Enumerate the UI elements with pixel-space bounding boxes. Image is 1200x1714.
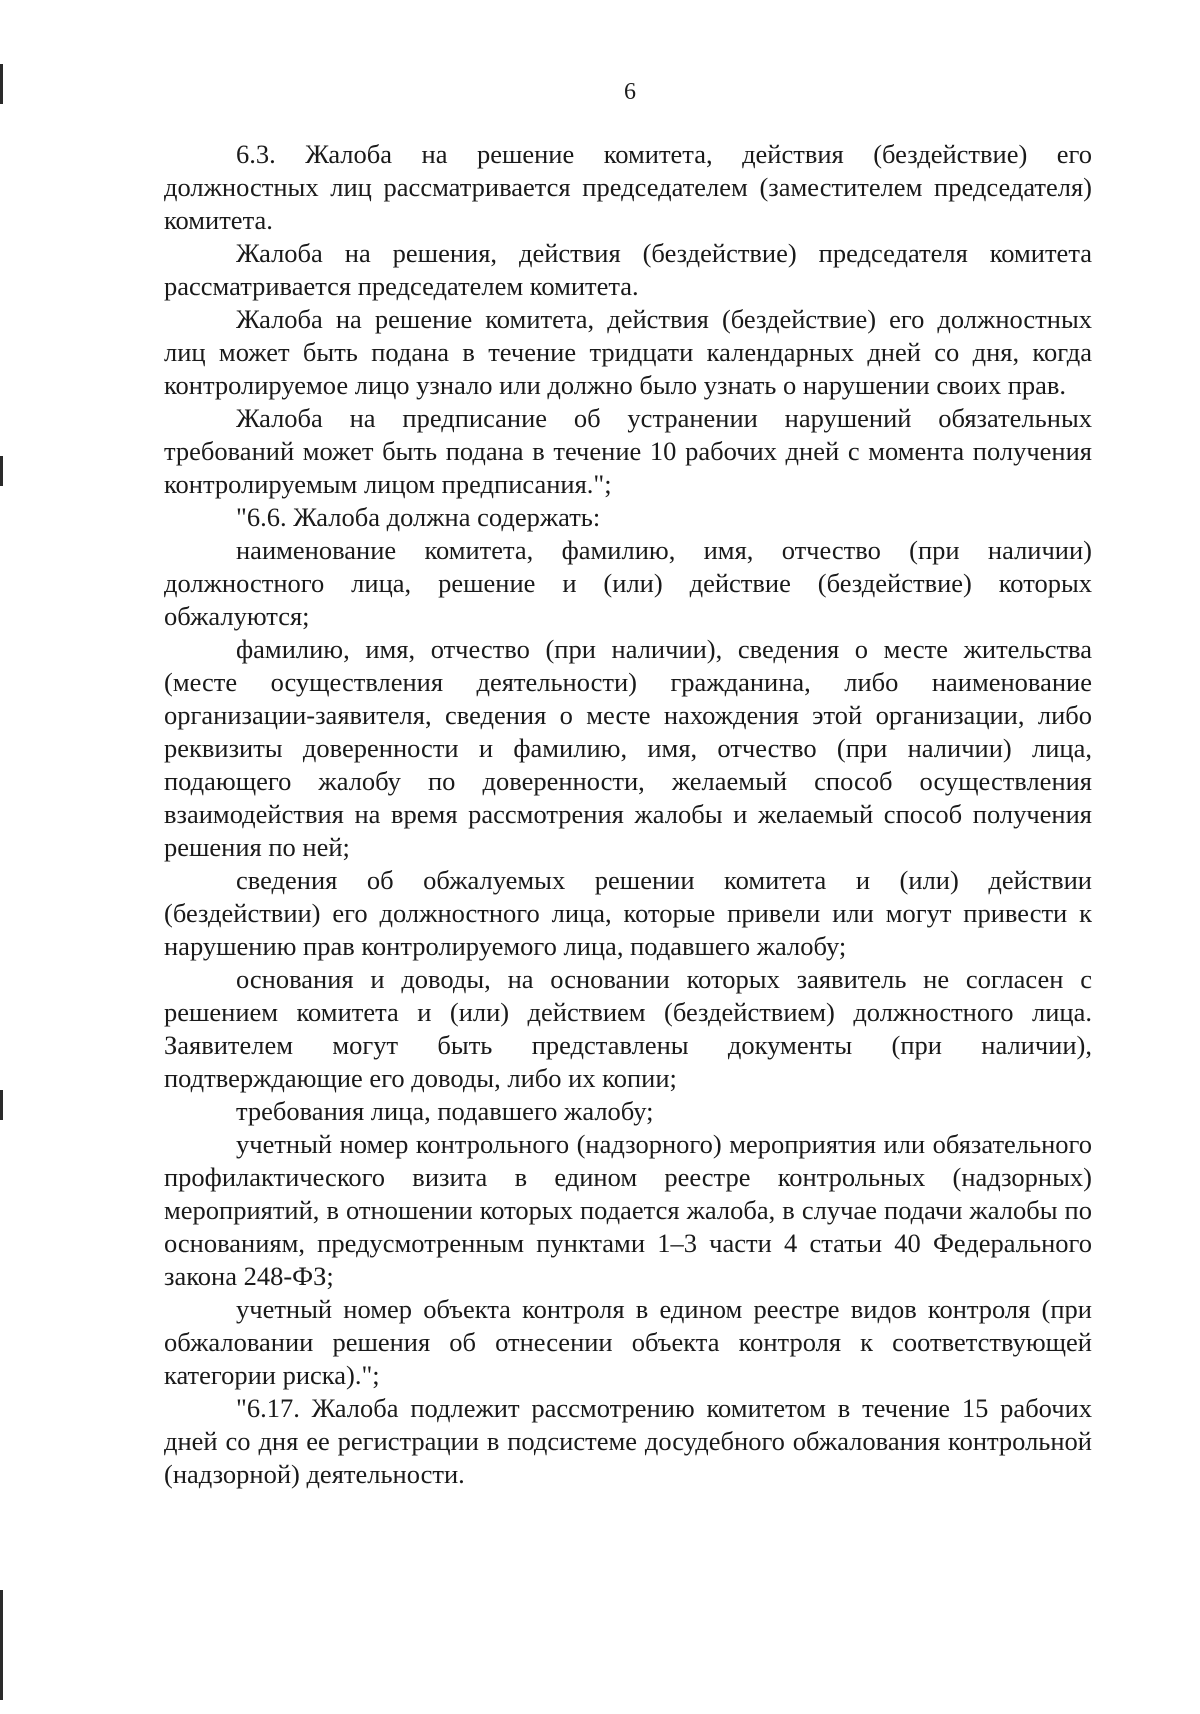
paragraph-chairman-complaint: Жалоба на решения, действия (бездействие) председателя комитета рассматривается председателем комитета.	[164, 238, 1092, 301]
paragraph-appealed-decision: сведения об обжалуемых решении комитета и (или) действии (бездействии) его должностного лица, которые привели или могут привести к нарушению прав контролируемого лица, подавшего жалобу;	[164, 865, 1092, 961]
paragraph-6-6: "6.6. Жалоба должна содержать:	[236, 502, 601, 532]
paragraph-event-number: учетный номер контрольного (надзорного) мероприятия или обязательного профилактического визита в едином реестре контрольных (надзорных) мероприятий, в отношении которых подается жалоба, в случае подачи жалобы по основаниям, предусмотренным пунктами 1–3 части 4 статьи 40 Федерального закона 248-ФЗ;	[164, 1129, 1092, 1291]
scan-edge-mark	[0, 1590, 3, 1700]
paragraph-committee-name: наименование комитета, фамилию, имя, отчество (при наличии) должностного лица, решение и (или) действие (бездействие) которых обжалуются;	[164, 535, 1092, 631]
paragraph-object-number: учетный номер объекта контроля в едином реестре видов контроля (при обжаловании решения об отнесении объекта контроля к соответствующей категории риска).";	[164, 1294, 1092, 1390]
document-body	[164, 138, 1092, 1491]
paragraph-applicant-details: фамилию, имя, отчество (при наличии), сведения о месте жительства (месте осуществления деятельности) гражданина, либо наименование организации-заявителя, сведения о месте нахождения этой организации, либо реквизиты доверенности и фамилию, имя, отчество (при наличии) лица, подающего жалобу по доверенности, желаемый способ осуществления взаимодействия на время рассмотрения жалобы и желаемый способ получения решения по ней;	[164, 634, 1092, 862]
paragraph-complaint-deadline: Жалоба на решение комитета, действия (бездействие) его должностных лиц может быть подана в течение тридцати календарных дней со дня, когда контролируемое лицо узнало или должно было узнать о нарушении своих прав.	[164, 304, 1092, 400]
paragraph-requirements: требования лица, подавшего жалобу;	[236, 1096, 654, 1126]
paragraph-6-3: 6.3. Жалоба на решение комитета, действия (бездействие) его должностных лиц рассматривается председателем (заместителем председателя) комитета.	[164, 139, 1092, 235]
paragraph-6-17: "6.17. Жалоба подлежит рассмотрению комитетом в течение 15 рабочих дней со дня ее регистрации в подсистеме досудебного обжалования контрольной (надзорной) деятельности.	[164, 1393, 1092, 1489]
scan-edge-mark	[0, 1090, 3, 1120]
scan-edge-mark	[0, 456, 3, 486]
paragraph-order-complaint: Жалоба на предписание об устранении нарушений обязательных требований может быть подана в течение 10 рабочих дней с момента получения контролируемым лицом предписания.";	[164, 403, 1092, 499]
paragraph-grounds: основания и доводы, на основании которых заявитель не согласен с решением комитета и (или) действием (бездействием) должностного лица. Заявителем могут быть представлены документы (при наличии), подтверждающие его доводы, либо их копии;	[164, 964, 1092, 1093]
page-number: 6	[624, 79, 636, 105]
